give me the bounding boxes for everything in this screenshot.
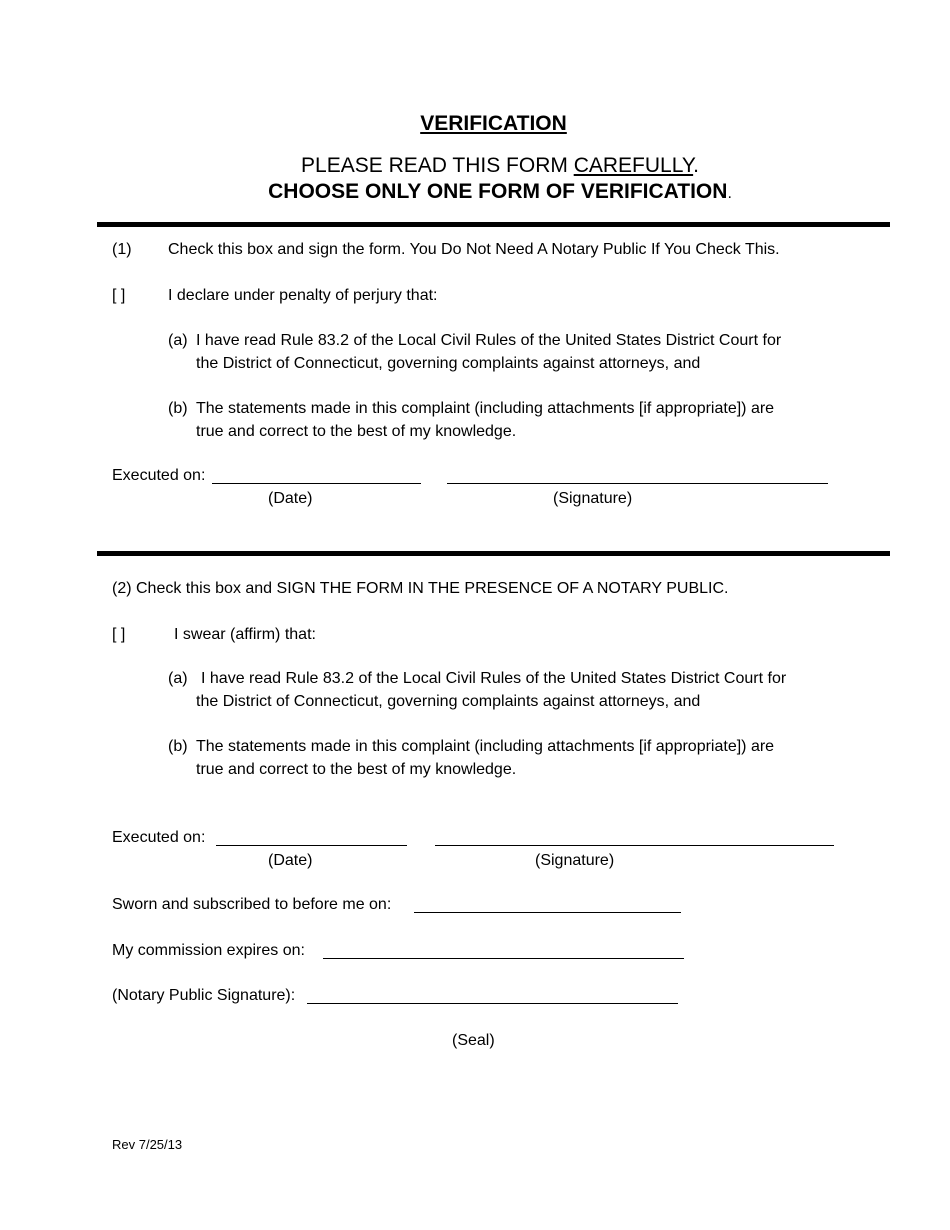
section1-item-b-label: (b) [168, 400, 188, 417]
instruction-prefix: PLEASE READ THIS FORM [301, 154, 574, 177]
form-title: VERIFICATION [420, 112, 567, 135]
notary-signature-label: (Notary Public Signature): [112, 987, 296, 1004]
choose-one-instruction [0, 180, 950, 204]
section1-item-a-label: (a) [168, 332, 188, 349]
section1-date-field[interactable] [212, 483, 421, 484]
section1-instruction: Check this box and sign the form. You Do Not Need A Notary Public If You Check This. [168, 241, 780, 258]
section1-declaration: I declare under penalty of perjury that: [168, 287, 438, 304]
commission-date-field[interactable] [323, 958, 684, 959]
instruction-emphasis: CAREFULLY [573, 154, 694, 177]
section2-item-a-label: (a) [168, 670, 188, 687]
section2-item-a-line1: I have read Rule 83.2 of the Local Civil Rules of the United States District Court for [201, 670, 787, 687]
section1-executed-label: Executed on: [112, 467, 206, 484]
choose-bold-text: CHOOSE ONLY ONE FORM OF VERIFICATION [268, 180, 728, 203]
section2-swear: I swear (affirm) that: [174, 626, 316, 643]
section-divider-middle [97, 551, 890, 556]
section2-date-field[interactable] [216, 845, 407, 846]
section1-item-b-line1: The statements made in this complaint (including attachments [if appropriate]) are [196, 400, 775, 417]
section2-item-a-line2: the District of Connecticut, governing complaints against attorneys, and [196, 693, 701, 710]
section1-item-b-line2: true and correct to the best of my knowledge. [196, 423, 517, 440]
section1-number: (1) [112, 241, 132, 258]
choose-suffix: . [727, 185, 732, 202]
section1-checkbox[interactable]: [ ] [112, 287, 126, 304]
sworn-label: Sworn and subscribed to before me on: [112, 896, 392, 913]
section2-item-b-line1: The statements made in this complaint (including attachments [if appropriate]) are [196, 738, 775, 755]
section1-item-a-line1: I have read Rule 83.2 of the Local Civil Rules of the United States District Court for [196, 332, 782, 349]
revision-date: Rev 7/25/13 [112, 1137, 183, 1152]
section2-executed-label: Executed on: [112, 829, 206, 846]
section1-item-a-line2: the District of Connecticut, governing complaints against attorneys, and [196, 355, 701, 372]
section1-date-caption: (Date) [268, 490, 313, 507]
section2-item-b-line2: true and correct to the best of my knowledge. [196, 761, 517, 778]
read-carefully-instruction [0, 154, 950, 178]
sworn-date-field[interactable] [414, 912, 681, 913]
instruction-suffix: . [693, 154, 699, 177]
notary-signature-field[interactable] [307, 1003, 678, 1004]
seal-label: (Seal) [452, 1032, 495, 1049]
section2-instruction: (2) Check this box and SIGN THE FORM IN THE PRESENCE OF A NOTARY PUBLIC. [112, 580, 729, 597]
section2-item-b-label: (b) [168, 738, 188, 755]
commission-label: My commission expires on: [112, 942, 305, 959]
section2-signature-field[interactable] [435, 845, 834, 846]
section1-signature-field[interactable] [447, 483, 828, 484]
section-divider-top [97, 222, 890, 227]
section1-signature-caption: (Signature) [553, 490, 633, 507]
section2-checkbox[interactable]: [ ] [112, 626, 126, 643]
section2-signature-caption: (Signature) [535, 852, 615, 869]
section2-date-caption: (Date) [268, 852, 313, 869]
